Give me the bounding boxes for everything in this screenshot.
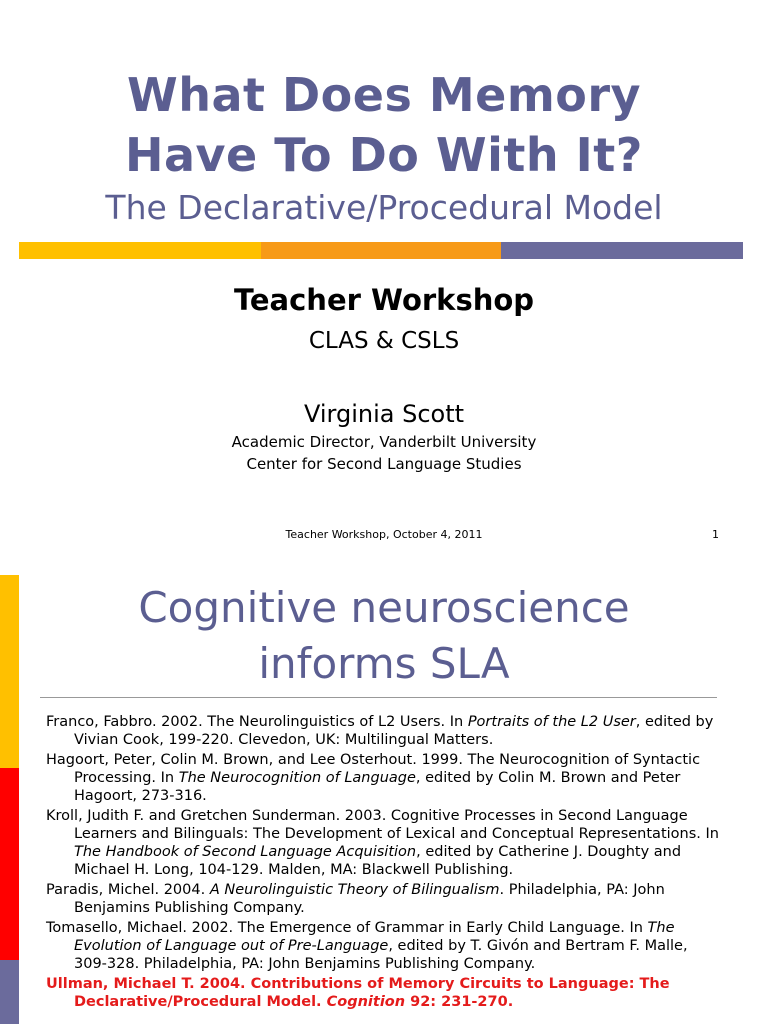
presenter-name: Virginia Scott (303, 400, 465, 428)
page-number: 1 (712, 528, 719, 541)
reference-title: A Neurolinguistic Theory of Bilingualism (209, 882, 500, 898)
reference-text: Kroll, Judith F. and Gretchen Sunderman. 2003. Cognitive Processes in Second Language Learners and Bilinguals: The Development of Lexical and Conceptual Representations. In (46, 808, 719, 842)
slide-2 (0, 560, 768, 1024)
reference-title: Portraits of the L2 User (467, 714, 636, 730)
reference-item (46, 881, 722, 917)
sidebar-stripe-purple (0, 960, 19, 1024)
slide-heading-line-2: informs SLA (258, 639, 510, 688)
slide-footer: Teacher Workshop, October 4, 2011 (285, 528, 483, 541)
organization: CLAS & CSLS (308, 328, 460, 354)
reference-title: The Neurocognition of Language (178, 770, 416, 786)
sidebar-stripe-red (0, 768, 19, 960)
reference-item (46, 919, 722, 973)
reference-text: Franco, Fabbro. 2002. The Neurolinguistics of L2 Users. In (46, 714, 468, 730)
reference-text: 92: 231-270. (405, 994, 514, 1010)
presenter-role-line-1: Academic Director, Vanderbilt University (231, 433, 537, 451)
slide-subtitle: The Declarative/Procedural Model (105, 188, 663, 227)
reference-item-highlighted (46, 975, 722, 1011)
reference-item (46, 751, 722, 805)
reference-text: Paradis, Michel. 2004. (46, 882, 210, 898)
reference-text: Ullman, Michael T. 2004. Contributions of Memory Circuits to Language: The Declarative/Procedural Model. (46, 976, 670, 1010)
reference-title: The Evolution of Language out of Pre-Language (74, 920, 675, 954)
reference-text: Hagoort, Peter, Colin M. Brown, and Lee Osterhout. 1999. The Neurocognition of Syntactic Processing. In (46, 752, 701, 786)
accent-bar-yellow (19, 242, 261, 259)
heading-divider (40, 697, 717, 698)
reference-item (46, 807, 722, 879)
reference-list (46, 713, 722, 1013)
slide-title-line-1: What Does Memory (126, 68, 642, 122)
reference-text: , edited by Colin M. Brown and Peter Hagoort, 273-316. (74, 770, 681, 804)
presenter-role-line-2: Center for Second Language Studies (246, 455, 522, 473)
slide-heading-line-1: Cognitive neuroscience (138, 583, 630, 632)
reference-item (46, 713, 722, 749)
reference-title: Cognition (326, 994, 406, 1010)
accent-bar-orange (261, 242, 501, 259)
accent-bar-purple (501, 242, 743, 259)
reference-text: Tomasello, Michael. 2002. The Emergence of Grammar in Early Child Language. In (46, 920, 648, 936)
event-title: Teacher Workshop (233, 283, 535, 317)
reference-text: , edited by T. Givón and Bertram F. Malle, 309-328. Philadelphia, PA: John Benjamins Publishing Company. (74, 938, 688, 972)
slide-title-line-2: Have To Do With It? (125, 128, 643, 182)
reference-text: , edited by Catherine J. Doughty and Michael H. Long, 104-129. Malden, MA: Blackwell Publishing. (74, 844, 682, 878)
reference-title: The Handbook of Second Language Acquisition (74, 844, 417, 860)
reference-text: . Philadelphia, PA: John Benjamins Publishing Company. (74, 882, 665, 916)
reference-text: , edited by Vivian Cook, 199-220. Clevedon, UK: Multilingual Matters. (74, 714, 714, 748)
